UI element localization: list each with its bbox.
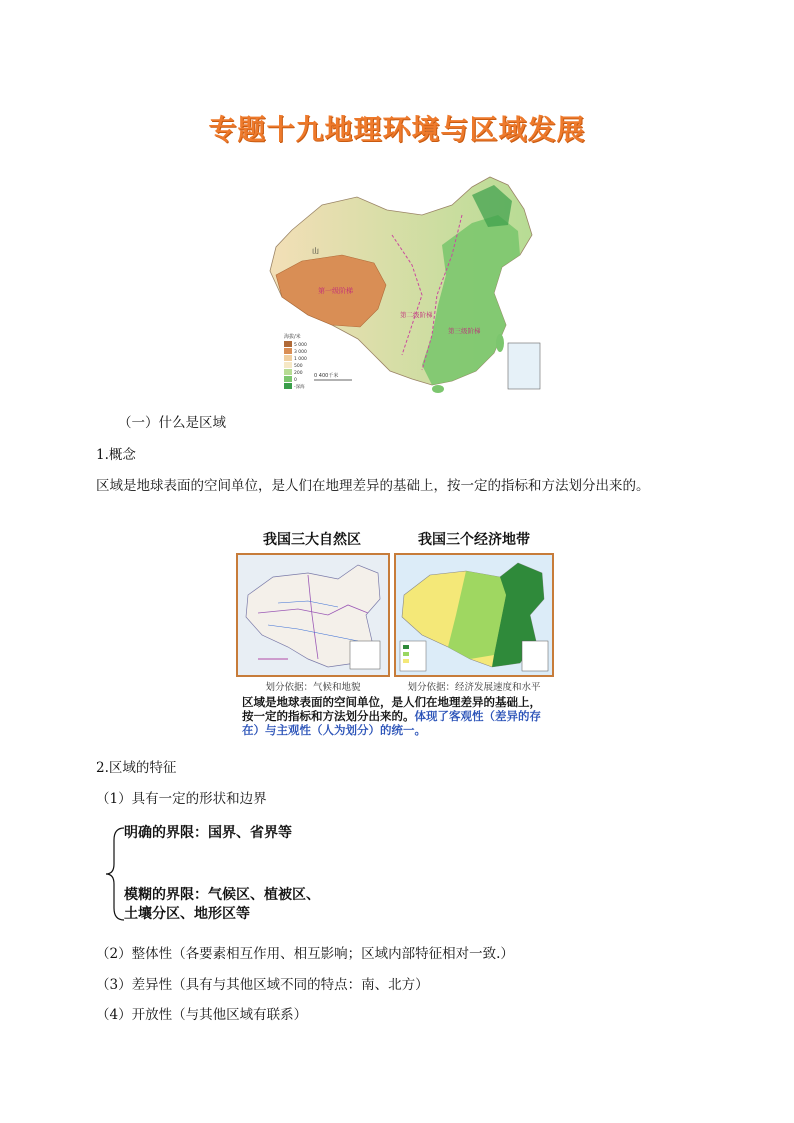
south-sea-inset	[508, 343, 540, 389]
economic-belts-map	[394, 553, 554, 677]
regions-comparison-figure	[236, 527, 554, 739]
natural-regions-svg	[238, 555, 388, 675]
step1-label: 第一级阶梯	[318, 287, 353, 295]
figure-explanation-blue: 体现了客观性（差异的存在）与主观性（人为划分）的统一。	[242, 709, 541, 737]
natural-regions-caption: 划分依据：气候和地貌	[265, 682, 361, 693]
curly-brace-svg	[104, 826, 126, 922]
legend-title: 海拔/米	[284, 334, 301, 340]
curly-brace	[104, 826, 126, 922]
natural-regions-map	[236, 553, 390, 677]
economic-belts-title: 我国三个经济地带	[418, 532, 530, 548]
scale-label: 0 400千米	[314, 373, 339, 379]
boundary-clear: 明确的界限：国界、省界等	[124, 825, 292, 841]
feature-1: （1）具有一定的形状和边界	[96, 791, 267, 807]
boundary-fuzzy-line2: 土壤分区、地形区等	[124, 906, 250, 922]
legend-item-6: -深海	[294, 385, 305, 390]
legend-item-5: 0	[294, 378, 297, 383]
feature-3: （3）差异性（具有与其他区域不同的特点：南、北方）	[96, 977, 429, 993]
figure-explanation	[242, 695, 552, 737]
feature-2: （2）整体性（各要素相互作用、相互影响；区域内部特征相对一致.）	[96, 946, 514, 962]
features-heading: 2.区域的特征	[96, 760, 177, 776]
legend-item-3: 500	[294, 364, 303, 369]
step3-label: 第三级阶梯	[448, 327, 481, 335]
legend-item-1: 3 000	[294, 350, 307, 355]
concept-heading: 1.概念	[96, 447, 136, 463]
boundary-fuzzy-line1: 模糊的界限：气候区、植被区、	[124, 887, 320, 903]
legend-item-4: 200	[294, 371, 303, 376]
legend-item-0: 5 000	[294, 343, 307, 348]
china-topographic-map-svg	[262, 175, 542, 395]
figure-explanation-black: 区域是地球表面的空间单位，是人们在地理差异的基础上，按一定的指标和方法划分出来的。	[242, 695, 541, 723]
hainan-island	[432, 385, 444, 393]
section-heading: （一）什么是区域	[118, 415, 226, 431]
china-topographic-map	[262, 175, 542, 395]
economic-belts-caption: 划分依据：经济发展速度和水平	[407, 682, 541, 693]
step2-label: 第二级阶梯	[400, 311, 433, 319]
feature-4: （4）开放性（与其他区域有联系）	[96, 1007, 308, 1023]
elevation-legend	[284, 341, 292, 389]
natural-regions-title: 我国三大自然区	[263, 532, 361, 548]
taiwan-island	[496, 334, 504, 352]
economic-belts-svg	[396, 555, 552, 675]
mountain-label: 山	[312, 247, 319, 255]
page-title: 专题十九地理环境与区域发展	[208, 113, 586, 146]
concept-text: 区域是地球表面的空间单位，是人们在地理差异的基础上，按一定的指标和方法划分出来的。	[96, 478, 650, 494]
legend-item-2: 1 000	[294, 357, 307, 362]
